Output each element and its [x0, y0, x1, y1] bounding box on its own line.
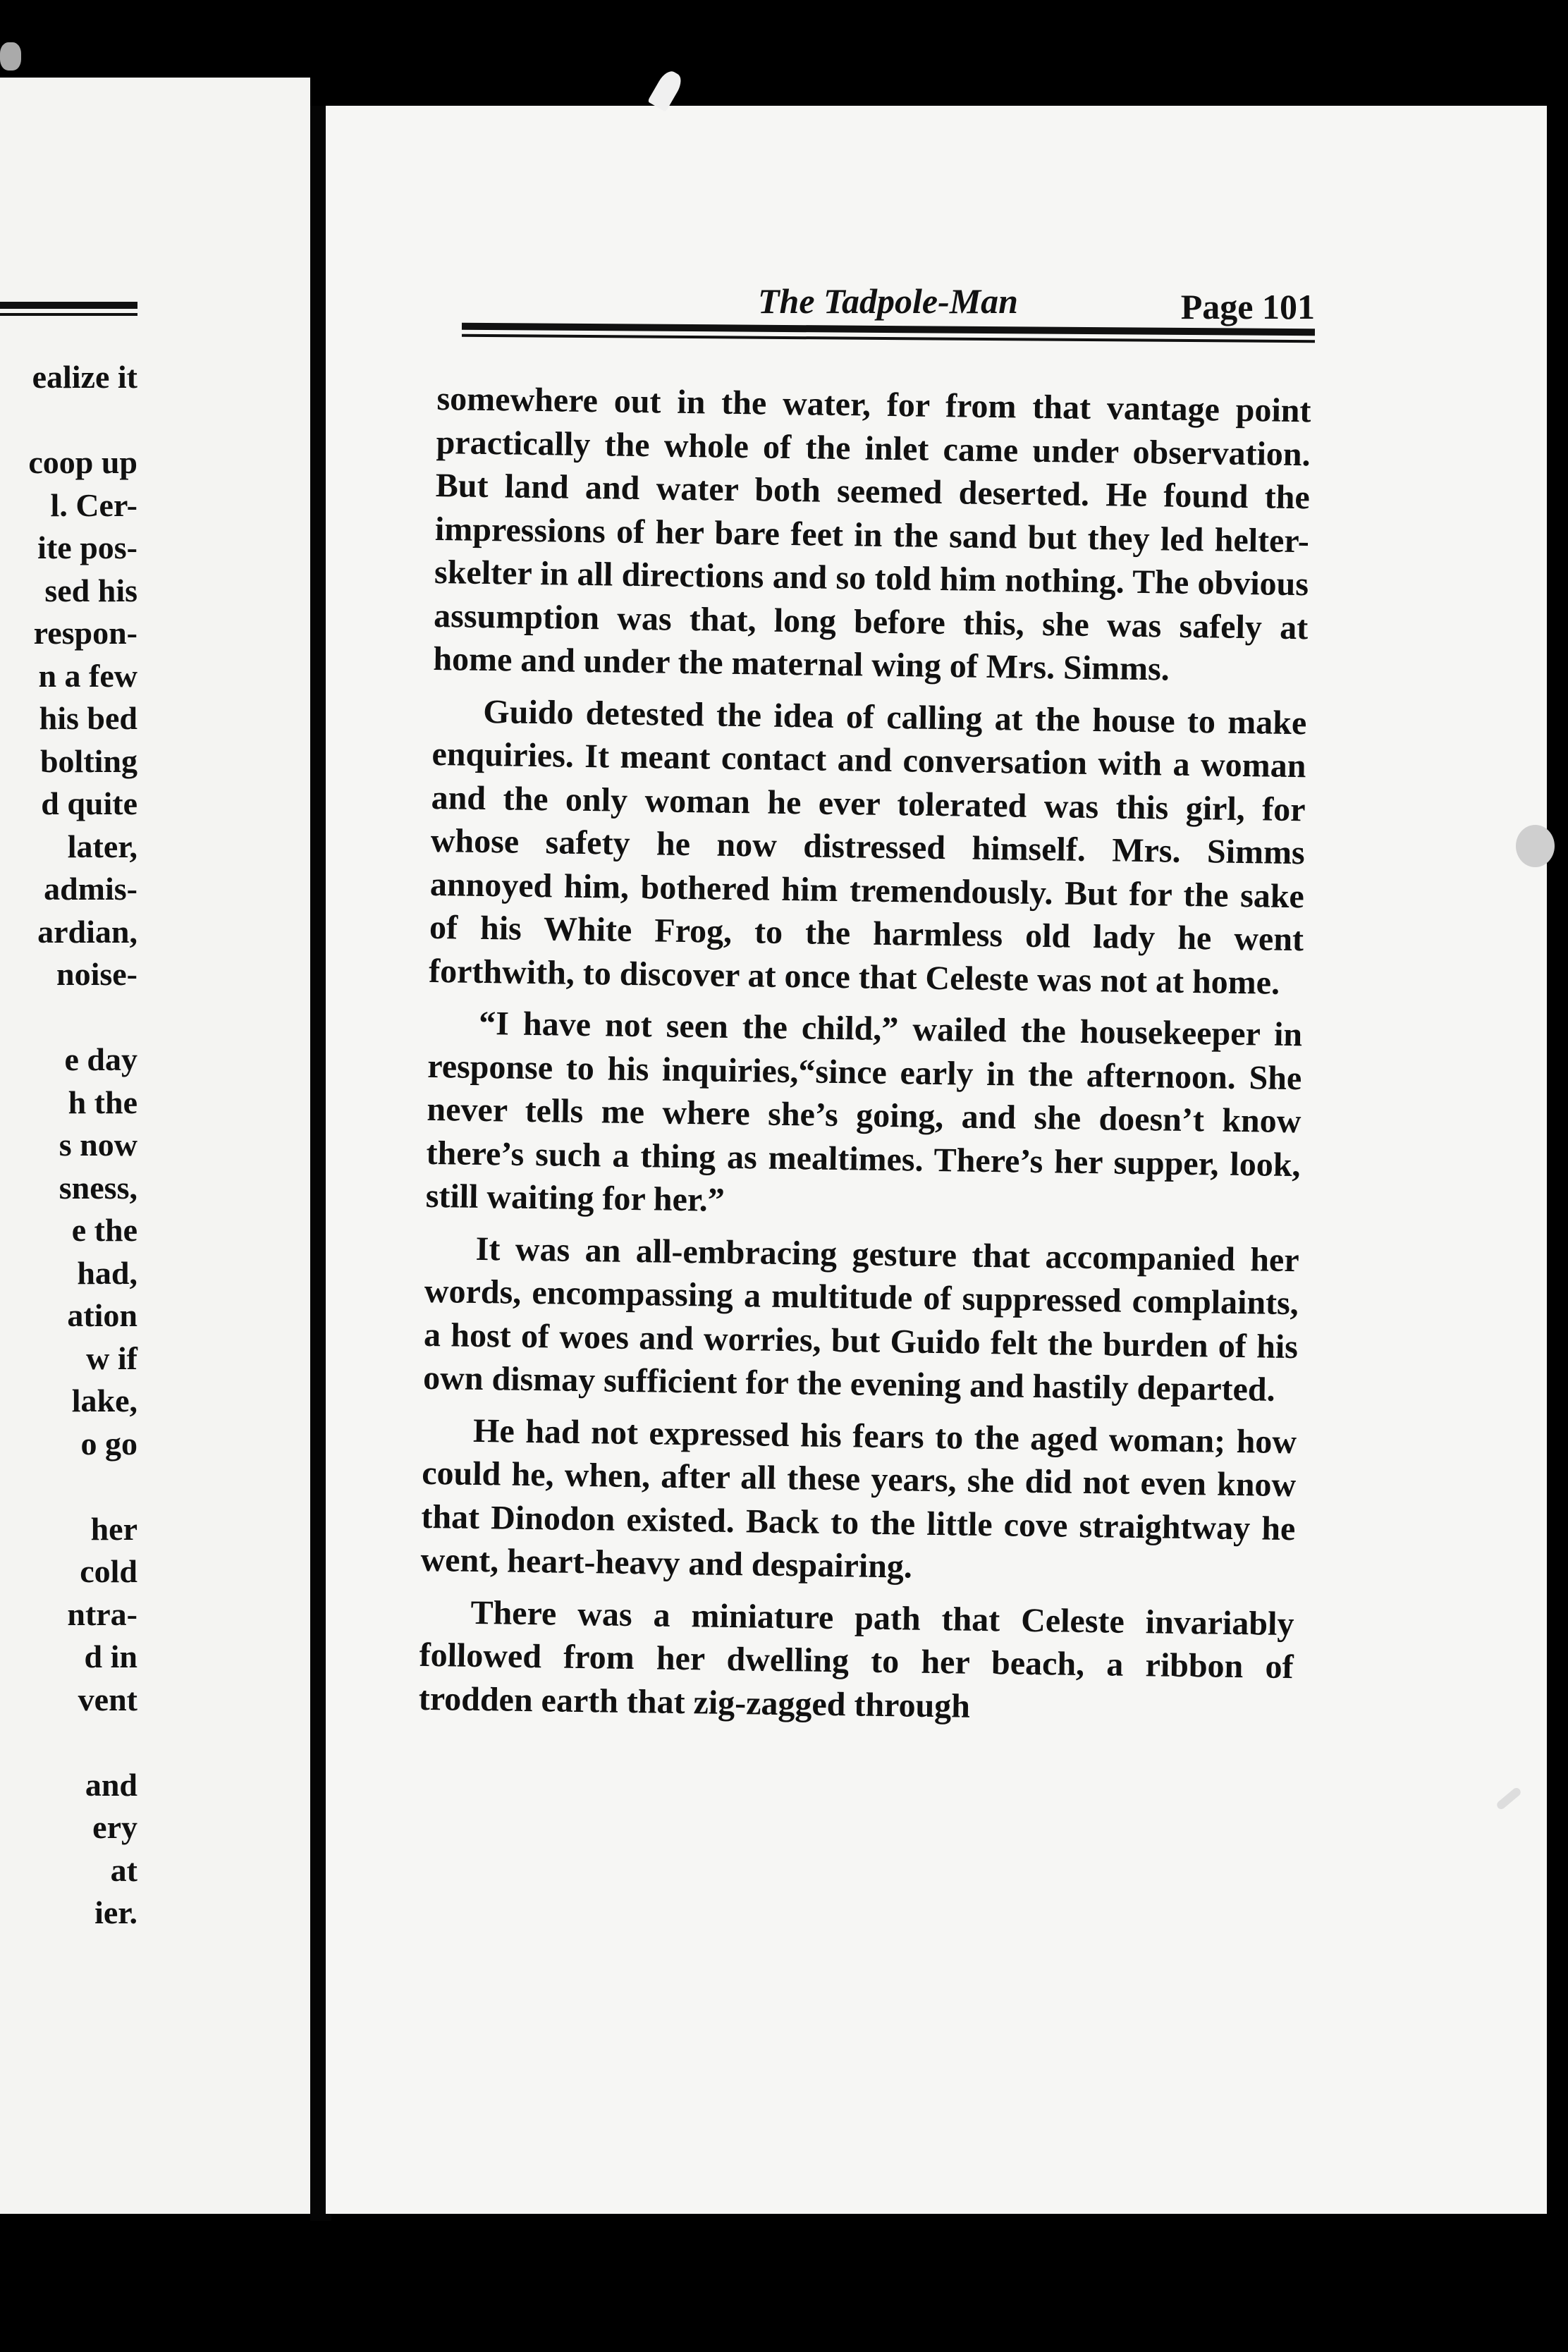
- running-title: The Tadpole-Man: [758, 281, 1018, 321]
- left-page-line: [0, 996, 137, 1039]
- left-header-rule: [0, 302, 137, 309]
- left-page-line: ntra-: [67, 1595, 137, 1632]
- left-page-line: ery: [92, 1809, 137, 1845]
- facing-page-left: [0, 78, 310, 2214]
- paragraph: Guido detested the idea of calling at the house to make enquiries. It meant contact and conversation with a woman and the only woman he ever tolerated was this girl, for whose safety he now distressed himself. Mrs. Simms annoyed him, bothered him tremendously. But for the sake of his White Frog, to the harmless old lady he went forthwith, to discover at once that Celeste was not at home.: [428, 692, 1307, 1002]
- left-page-line: ardian,: [37, 913, 137, 950]
- left-page-text-fragments: [0, 356, 137, 1935]
- paragraph: somewhere out in the water, for from that vantage point practically the whole of the inlet came under observation. But land and water both seemed deserted. He found the impressions of her bare feet in the sand but they led helter-skelter in all directions and so told him nothing. The obvious assumption was that, long before this, she was safely at home and under the maternal wing of Mrs. Simms.: [433, 379, 1311, 688]
- running-header: [462, 281, 1315, 330]
- left-page-line: d in: [84, 1639, 137, 1674]
- paragraph: “I have not seen the child,” wailed the housekeeper in response to his inquiries,“since early in the afternoon. She never tells me where she’s going, and she doesn’t know there’s such a thing as mealtimes. There’s her supper, look, still waiting for her.”: [425, 1004, 1303, 1219]
- left-page-line: [0, 1465, 137, 1508]
- left-page-line: at: [110, 1851, 137, 1888]
- left-page-line: e the: [71, 1212, 137, 1248]
- left-page-line: her: [90, 1510, 137, 1547]
- left-page-line: [0, 399, 137, 442]
- left-page-line: later,: [67, 828, 137, 864]
- left-page-line: e day: [64, 1041, 137, 1077]
- left-page-line: noise-: [56, 956, 137, 992]
- paragraph: He had not expressed his fears to the aged woman; how could he, when, after all these years, she did not even know that Dinodon existed. Back to the little cove straightway he went, heart-heavy and despairing.: [420, 1411, 1297, 1586]
- scan-speck: [0, 42, 21, 71]
- left-page-line: lake,: [71, 1383, 137, 1419]
- left-page-line: and: [85, 1766, 137, 1803]
- left-page-line: h the: [68, 1084, 137, 1120]
- left-page-line: [0, 1721, 137, 1764]
- left-page-line: ation: [67, 1297, 137, 1333]
- paragraph: There was a miniature path that Celeste invariably followed from her dwelling to her beach, a ribbon of trodden earth that zig-zagged through: [418, 1593, 1294, 1725]
- left-page-line: ite pos-: [37, 529, 137, 565]
- body-text: [418, 377, 1311, 1741]
- left-page-line: sed his: [44, 572, 137, 608]
- left-page-line: d quite: [41, 785, 137, 821]
- left-page-line: his bed: [39, 700, 137, 736]
- left-page-line: vent: [78, 1681, 137, 1717]
- left-page-line: had,: [77, 1254, 137, 1291]
- left-page-line: ealize it: [32, 359, 137, 395]
- scan-speck: [1516, 825, 1555, 867]
- left-page-line: o go: [80, 1425, 137, 1462]
- left-page-line: l. Cer-: [50, 486, 137, 523]
- page-number: Page 101: [1180, 287, 1315, 326]
- left-page-line: cold: [80, 1553, 137, 1589]
- left-page-line: w if: [86, 1340, 137, 1376]
- left-page-line: bolting: [39, 742, 137, 779]
- paragraph: It was an all-embracing gesture that accompanied her words, encompassing a multitude of suppressed complaints, a host of woes and worries, but Guido felt the burden of his own dismay sufficient for the evening and hastily departed.: [422, 1230, 1300, 1409]
- left-page-line: coop up: [28, 444, 137, 480]
- left-page-line: sness,: [59, 1169, 137, 1206]
- left-page-line: admis-: [44, 871, 137, 907]
- left-page-line: s now: [59, 1127, 137, 1163]
- left-page-line: respon-: [33, 615, 137, 651]
- left-page-line: ier.: [94, 1894, 137, 1930]
- left-header-rule-thin: [0, 313, 137, 316]
- left-page-line: n a few: [38, 657, 137, 694]
